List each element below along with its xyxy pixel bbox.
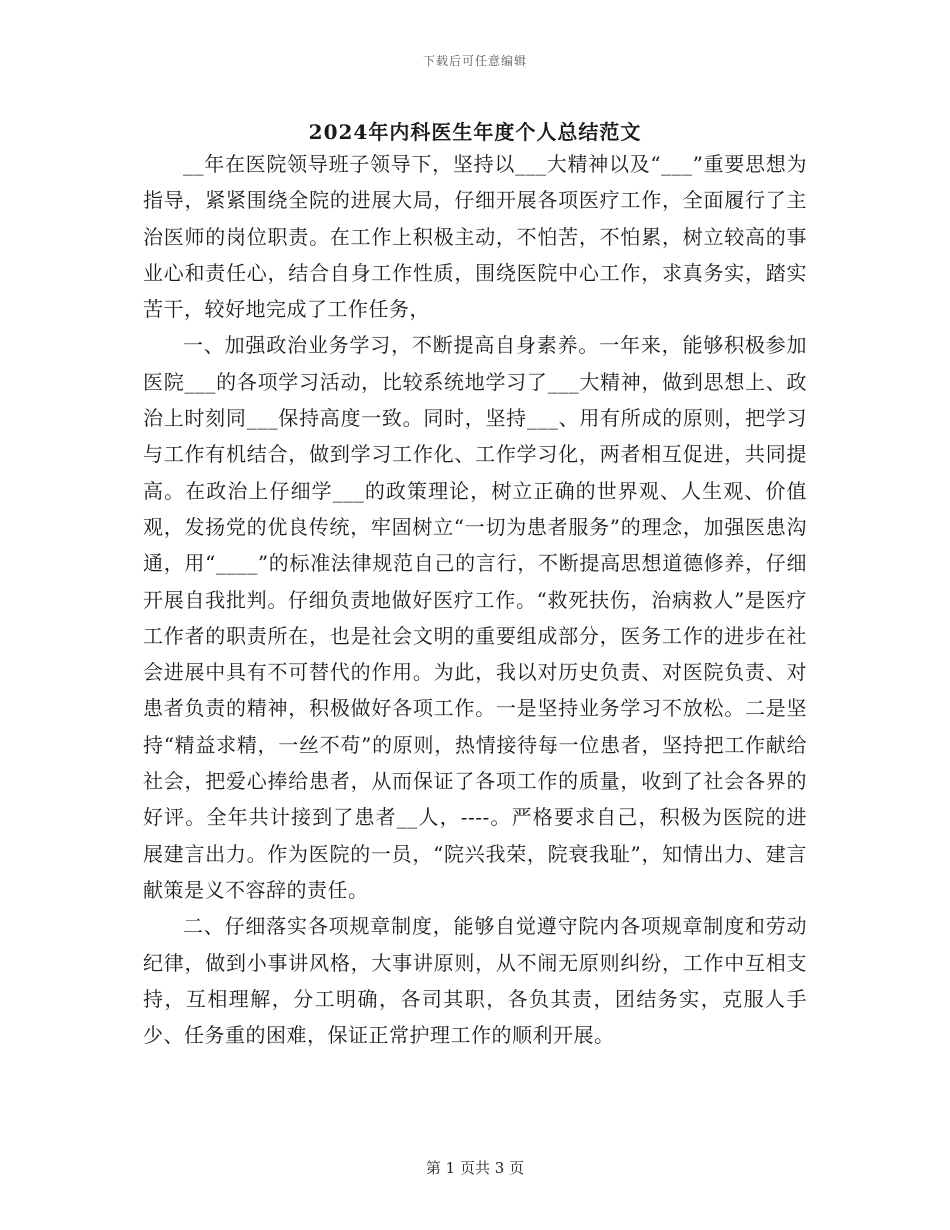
paragraph-section-one: 一、加强政治业务学习，不断提高自身素养。一年来，能够积极参加医院___的各项学习活动，比较系统地学习了___大精神，做到思想上、政治上时刻同___保持高度一致。同时，坚持___、用有所成的原则，把学习与工作有机结合，做到学习工作化、工作学习化，两者相互促进，共同提高。在政治上仔细学___的政策理论，树立正确的世界观、人生观、价值观，发扬党的优良传统，牢固树立“一切为患者服务”的理念，加强医患沟通，用“____”的标准法律规范自己的言行，不断提高思想道德修养，仔细开展自我批判。仔细负责地做好医疗工作。“救死扶伤，治病救人”是医疗工作者的职责所在，也是社会文明的重要组成部分，医务工作的进步在社会进展中具有不可替代的作用。为此，我以对历史负责、对医院负责、对患者负责的精神，积极做好各项工作。一是坚持业务学习不放松。二是坚持“精益求精，一丝不苟”的原则，热情接待每一位患者，坚持把工作献给社会，把爱心捧给患者，从而保证了各项工作的质量，收到了社会各界的好评。全年共计接到了患者__人，----。严格要求自己，积极为医院的进展建言出力。作为医院的一员，“院兴我荣，院衰我耻”，知情出力、建言献策是义不容辞的责任。 <box>143 333 807 902</box>
document-title: 2024年内科医生年度个人总结范文 <box>308 120 642 144</box>
page-header-note: 下载后可任意编辑 <box>422 54 527 68</box>
page-number: 第 1 页共 3 页 <box>425 1159 525 1177</box>
paragraph-section-two: 二、仔细落实各项规章制度，能够自觉遵守院内各项规章制度和劳动纪律，做到小事讲风格，大事讲原则，从不闹无原则纠纷，工作中互相支持，互相理解，分工明确，各司其职，各负其责，团结务实，克服人手少、任务重的困难，保证正常护理工作的顺利开展。 <box>143 914 807 1048</box>
paragraph-intro: __年在医院领导班子领导下，坚持以___大精神以及“___”重要思想为指导，紧紧围绕全院的进展大局，仔细开展各项医疗工作，全面履行了主治医师的岗位职责。在工作上积极主动，不怕苦，不怕累，树立较高的事业心和责任心，结合自身工作性质，围绕医院中心工作，求真务实，踏实苦干，较好地完成了工作任务， <box>143 152 807 322</box>
document-body <box>143 146 807 1053</box>
